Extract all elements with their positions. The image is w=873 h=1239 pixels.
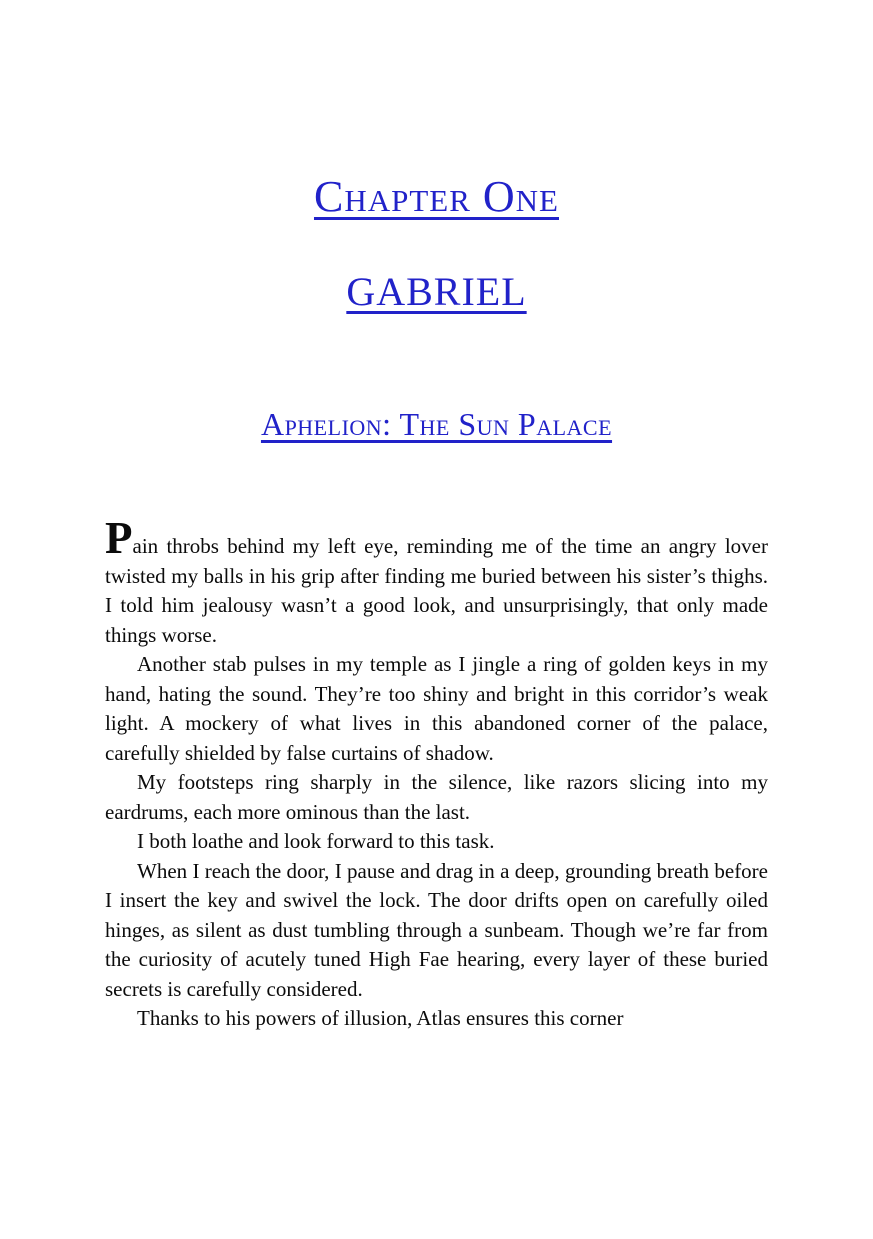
- pov-heading: [105, 269, 768, 315]
- chapter-body: [105, 513, 768, 1034]
- paragraph-1-text: ain throbs behind my left eye, reminding me of the time an angry lover twisted my balls in his grip after finding me buried between his sister’s thighs. I told him jealousy wasn’t a good look, and unsurprisingly, that only made things worse.: [105, 534, 768, 647]
- paragraph-4: I both loathe and look forward to this task.: [137, 829, 495, 854]
- chapter-heading: [105, 172, 768, 223]
- paragraph-3: My footsteps ring sharply in the silence, like razors slicing into my eardrums, each more ominous than the last.: [105, 770, 768, 824]
- paragraph-1: [105, 513, 768, 650]
- paragraph-2: Another stab pulses in my temple as I jingle a ring of golden keys in my hand, hating the sound. They’re too shiny and bright in this corridor’s weak light. A mockery of what lives in this abandoned corner of the palace, carefully shielded by false curtains of shadow.: [105, 652, 768, 765]
- paragraph-6: Thanks to his powers of illusion, Atlas ensures this corner: [137, 1006, 624, 1031]
- setting-heading: [105, 406, 768, 443]
- pov-title-link[interactable]: GABRIEL: [346, 268, 527, 314]
- drop-cap-initial: P: [105, 513, 133, 564]
- chapter-title-link[interactable]: Chapter One: [313, 172, 559, 221]
- paragraph-5: When I reach the door, I pause and drag in a deep, grounding breath before I insert the key and swivel the lock. The door drifts open on carefully oiled hinges, as silent as dust tumbling through a sunbeam. Though we’re far from the curiosity of acutely tuned High Fae hearing, every layer of these buried secrets is carefully considered.: [105, 858, 768, 1001]
- setting-title-link[interactable]: Aphelion: The Sun Palace: [260, 405, 613, 442]
